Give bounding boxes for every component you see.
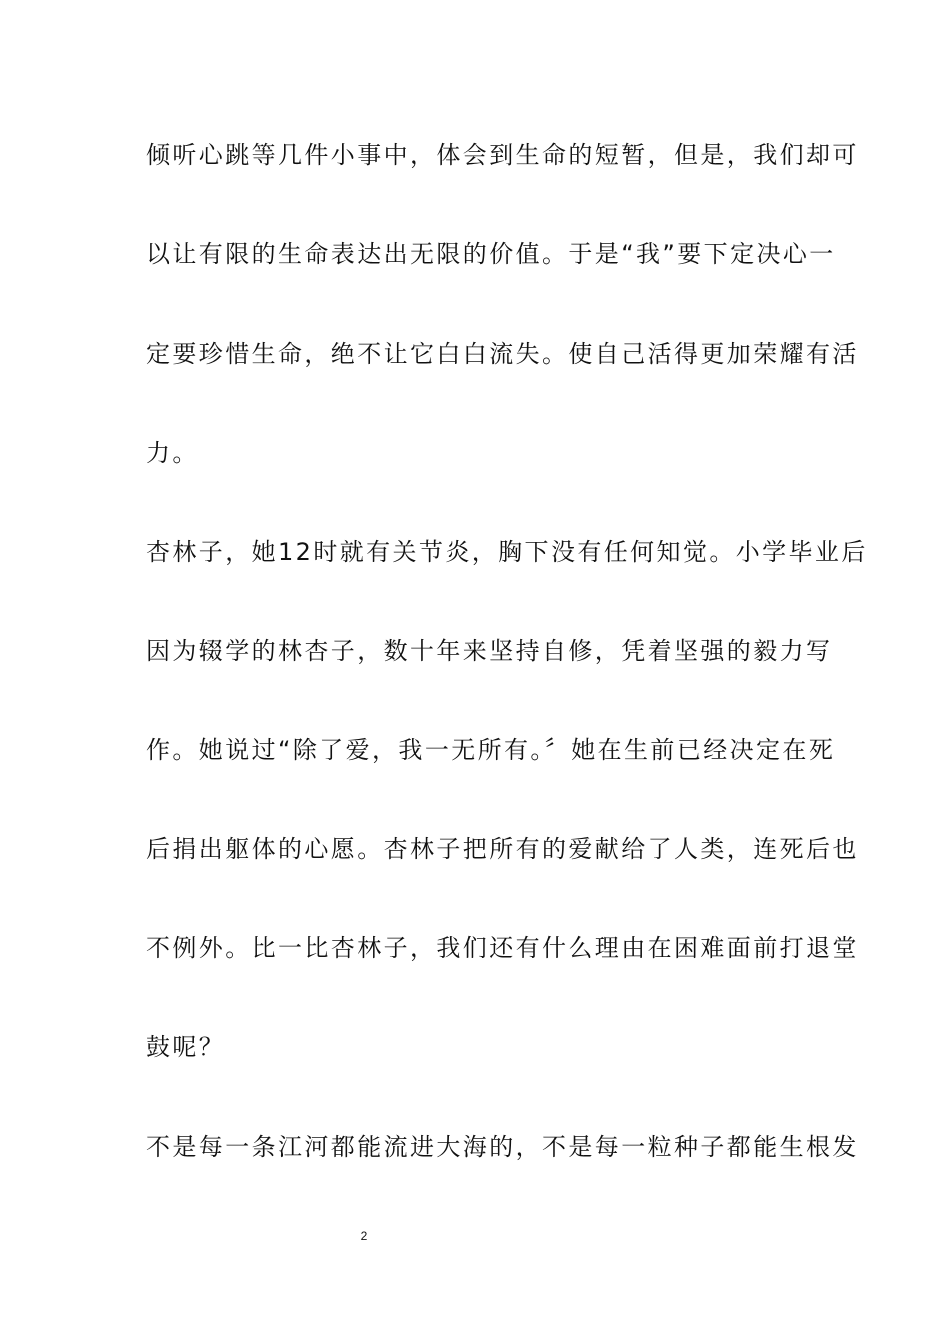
text-line: 作。她说过“除了爱，我一无所有。〞她在生前已经决定在死 [146,736,836,764]
page-number: 2 [360,1229,368,1243]
text-line: 定要珍惜生命，绝不让它白白流失。使自己活得更加荣耀有活 [146,340,859,368]
text-line: 因为辍学的林杏子，数十年来坚持自修，凭着坚强的毅力写 [146,637,833,665]
text-line: 力。 [146,439,199,467]
text-line: 倾听心跳等几件小事中，体会到生命的短暂，但是，我们却可 [146,141,859,169]
text-line: 不是每一条江河都能流进大海的，不是每一粒种子都能生根发 [146,1133,859,1161]
text-line: 后捐出躯体的心愿。杏林子把所有的爱献给了人类，连死后也 [146,835,859,863]
text-line: 以让有限的生命表达出无限的价值。于是“我”要下定决心一 [146,240,836,268]
text-line: 不例外。比一比杏林子，我们还有什么理由在困难面前打退堂 [146,934,859,962]
text-line: 鼓呢？ [146,1033,226,1061]
text-line: 杏林子，她12时就有关节炎，胸下没有任何知觉。小学毕业后 [146,538,868,566]
